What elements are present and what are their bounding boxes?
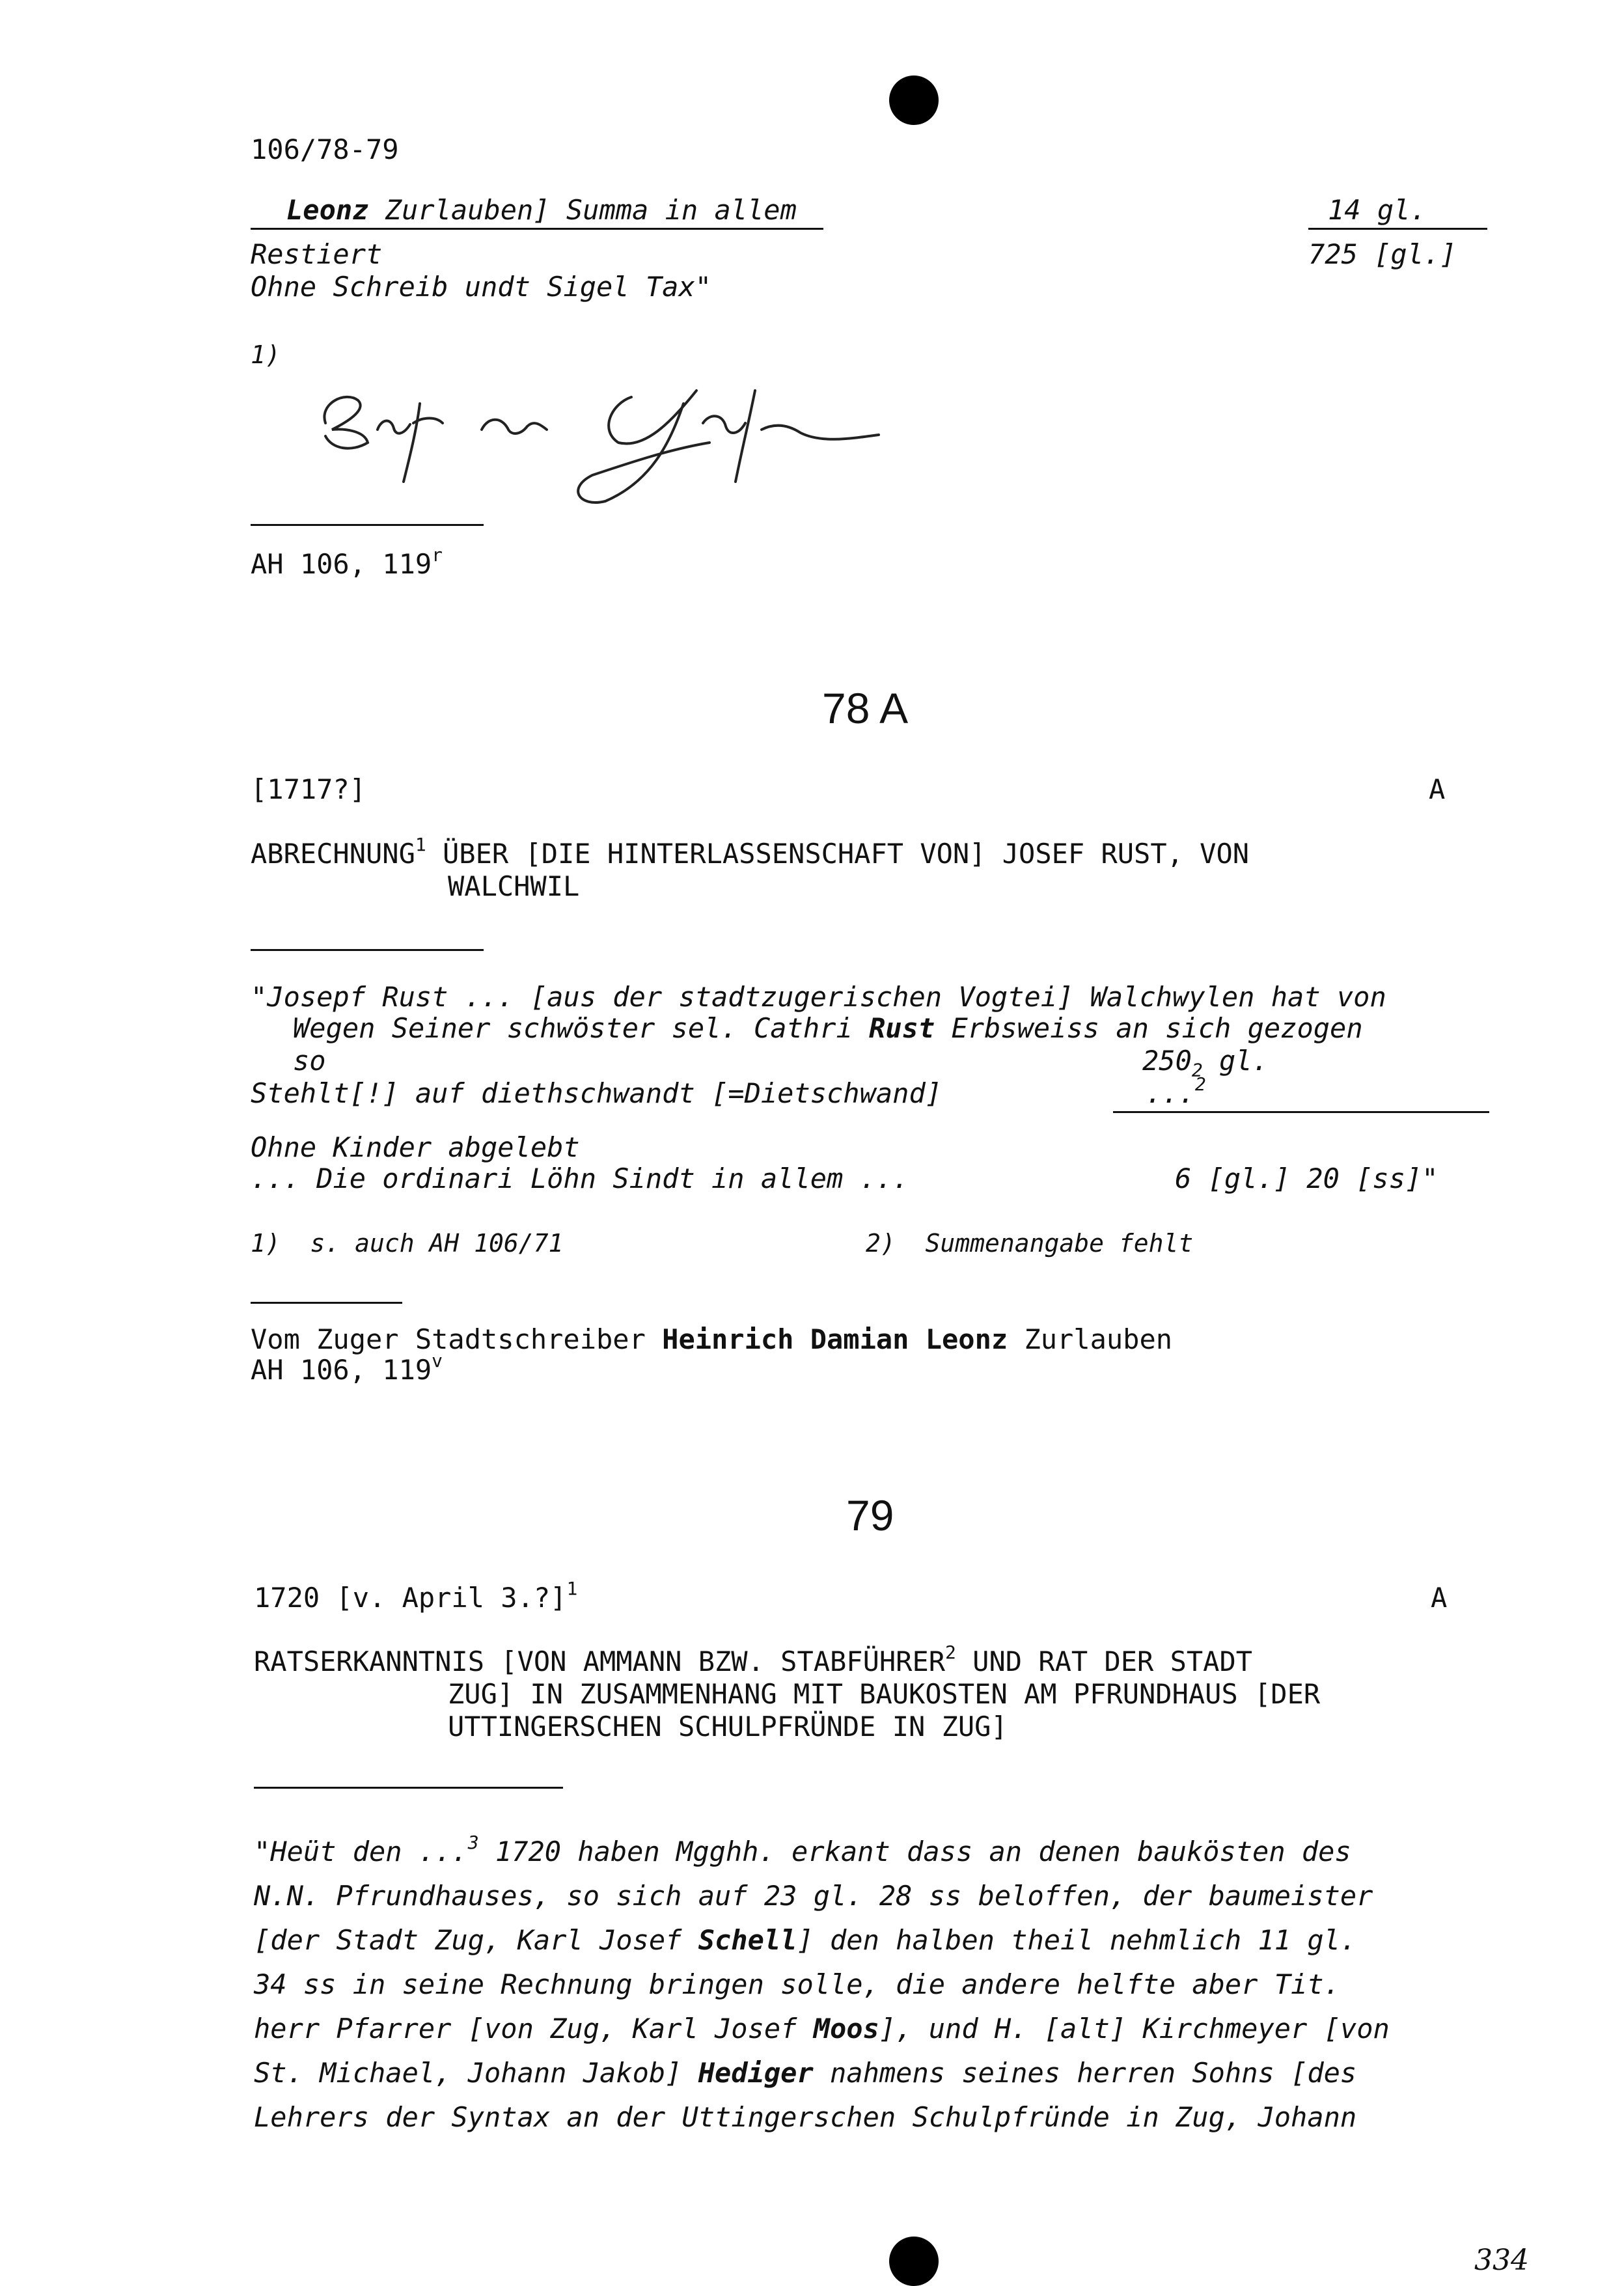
doc78-title-line2: WALCHWIL bbox=[448, 870, 580, 902]
doc79-q3b: Schell bbox=[698, 1924, 797, 1956]
doc79-quote-line3 bbox=[254, 1924, 1356, 1957]
section-rule-3 bbox=[251, 1302, 402, 1304]
section-rule-2 bbox=[251, 949, 484, 951]
source-a: Vom Zuger Stadtschreiber bbox=[251, 1323, 663, 1355]
doc78-number: 78 A bbox=[822, 684, 909, 732]
doc79-date-text: 1720 [v. April 3.?] bbox=[254, 1582, 567, 1614]
doc79-q1a: "Heüt den ... bbox=[254, 1836, 468, 1867]
punch-hole-bottom bbox=[889, 2237, 939, 2286]
source-bold: Heinrich Damian Leonz bbox=[662, 1323, 1008, 1355]
punch-hole-top bbox=[889, 76, 939, 125]
amount-250-text: 250 bbox=[1142, 1045, 1192, 1077]
doc79-quote-line5 bbox=[254, 2013, 1390, 2045]
doc78-archive-ref bbox=[251, 1350, 443, 1386]
doc78-quote-line6: ... Die ordinari Löhn Sindt in allem ... bbox=[251, 1163, 909, 1194]
doc79-q6b: Hediger bbox=[698, 2057, 814, 2089]
doc79-q6a: St. Michael, Johann Jakob] bbox=[254, 2057, 698, 2089]
summa-amount: 14 gl. bbox=[1328, 194, 1427, 226]
doc78-amount-total: 6 [gl.] 20 [ss]" bbox=[1175, 1163, 1438, 1194]
doc79-quote-line2: N.N. Pfrundhauses, so sich auf 23 gl. 28 ss beloffen, der baumeister bbox=[254, 1880, 1373, 1912]
doc78-footnote-2: 2) Summenangabe fehlt bbox=[866, 1229, 1194, 1258]
doc78-title-line1 bbox=[251, 834, 1250, 870]
archive-ref-78-sup: v bbox=[432, 1350, 443, 1371]
doc78-title-sup: 1 bbox=[415, 834, 426, 855]
archive-ref-prev bbox=[251, 544, 443, 581]
amount-missing-text: ... bbox=[1146, 1077, 1195, 1109]
doc78-source bbox=[251, 1323, 1172, 1356]
summa-amount-rule bbox=[1308, 228, 1487, 230]
amount-250-sub: 2 bbox=[1191, 1059, 1203, 1081]
amount-250-unit: gl. bbox=[1202, 1045, 1269, 1077]
doc78-quote-line2 bbox=[293, 1012, 1363, 1045]
section-rule-1 bbox=[251, 524, 484, 526]
restiert-label: Restiert bbox=[251, 238, 383, 270]
summa-line bbox=[286, 194, 797, 227]
doc78-title-b: ÜBER [DIE HINTERLASSENSCHAFT VON] JOSEF RUST, VON bbox=[426, 838, 1250, 870]
doc79-title-b: UND RAT DER STADT bbox=[956, 1646, 1253, 1677]
doc79-q5a: herr Pfarrer [von Zug, Karl Josef bbox=[254, 2013, 814, 2045]
doc79-title-line1 bbox=[254, 1642, 1253, 1678]
amount-missing-sup: 2 bbox=[1194, 1073, 1206, 1095]
doc79-type-letter: A bbox=[1431, 1582, 1448, 1614]
doc79-quote-line4: 34 ss in seine Rechnung bringen solle, die andere helfte aber Tit. bbox=[254, 1968, 1340, 2000]
section-rule-4 bbox=[254, 1787, 563, 1789]
archive-ref-text: AH 106, 119 bbox=[251, 548, 432, 580]
doc79-quote-line6 bbox=[254, 2057, 1356, 2089]
doc79-q3c: ] den halben theil nehmlich 11 gl. bbox=[797, 1924, 1357, 1956]
handwritten-signature bbox=[306, 351, 892, 508]
doc78-footnote-1: 1) s. auch AH 106/71 bbox=[251, 1229, 564, 1258]
page-number: 334 bbox=[1474, 2244, 1529, 2277]
document-reference: 106/78-79 bbox=[251, 133, 399, 165]
footnote-marker: 1) bbox=[251, 340, 281, 369]
summa-name-rest: Zurlauben] Summa in allem bbox=[368, 194, 797, 226]
doc79-q5b: Moos bbox=[813, 2013, 879, 2045]
doc78-quote-line5: Ohne Kinder abgelebt bbox=[251, 1131, 580, 1163]
doc79-number: 79 bbox=[846, 1491, 894, 1539]
doc78-quote-line1: "Josepf Rust ... [aus der stadtzugerischen Vogtei] Walchwylen hat von bbox=[251, 981, 1386, 1013]
archive-ref-sup: r bbox=[432, 544, 443, 566]
doc79-title-sup: 2 bbox=[945, 1642, 956, 1663]
doc79-q1b: 1720 haben Mgghh. erkant dass an denen baukösten des bbox=[478, 1836, 1351, 1867]
doc78-quote-line3: so bbox=[293, 1045, 326, 1077]
doc79-title-line3: UTTINGERSCHEN SCHULPFRÜNDE IN ZUG] bbox=[448, 1711, 1008, 1742]
doc79-q5c: ], und H. [alt] Kirchmeyer [von bbox=[879, 2013, 1390, 2045]
summa-underline bbox=[251, 228, 823, 230]
doc79-q1-sup: 3 bbox=[467, 1832, 479, 1853]
source-b: Zurlauben bbox=[1008, 1323, 1173, 1355]
doc79-title-a: RATSERKANNTNIS [VON AMMANN BZW. STABFÜHRER bbox=[254, 1646, 946, 1677]
doc78-quote-line4: Stehlt[!] auf diethschwandt [=Dietschwand] bbox=[251, 1077, 943, 1109]
summa-name-bold: Leonz bbox=[286, 194, 369, 226]
doc78-title-a: ABRECHNUNG bbox=[251, 838, 415, 870]
doc79-date bbox=[254, 1578, 578, 1614]
tax-line: Ohne Schreib undt Sigel Tax" bbox=[251, 271, 712, 303]
doc79-date-sup: 1 bbox=[566, 1578, 578, 1599]
doc79-q6c: nahmens seines herren Sohns [des bbox=[813, 2057, 1357, 2089]
archive-ref-78-text: AH 106, 119 bbox=[251, 1354, 432, 1386]
restiert-amount: 725 [gl.] bbox=[1308, 238, 1457, 270]
doc79-q3a: [der Stadt Zug, Karl Josef bbox=[254, 1924, 698, 1956]
doc78-amount-missing bbox=[1146, 1073, 1206, 1110]
doc78-q2a: Wegen Seiner schwöster sel. Cathri bbox=[293, 1012, 870, 1044]
doc78-q2c: Erbsweiss an sich gezogen bbox=[935, 1012, 1363, 1044]
doc78-type-letter: A bbox=[1429, 773, 1446, 805]
doc79-quote-line7: Lehrers der Syntax an der Uttingerschen Schulpfründe in Zug, Johann bbox=[254, 2101, 1357, 2133]
doc79-quote-line1 bbox=[254, 1832, 1351, 1868]
doc79-title-line2: ZUG] IN ZUSAMMENHANG MIT BAUKOSTEN AM PFRUNDHAUS [DER bbox=[448, 1678, 1321, 1710]
doc78-q2b: Rust bbox=[869, 1012, 935, 1044]
doc78-date: [1717?] bbox=[251, 773, 366, 805]
sum-rule bbox=[1113, 1111, 1489, 1113]
